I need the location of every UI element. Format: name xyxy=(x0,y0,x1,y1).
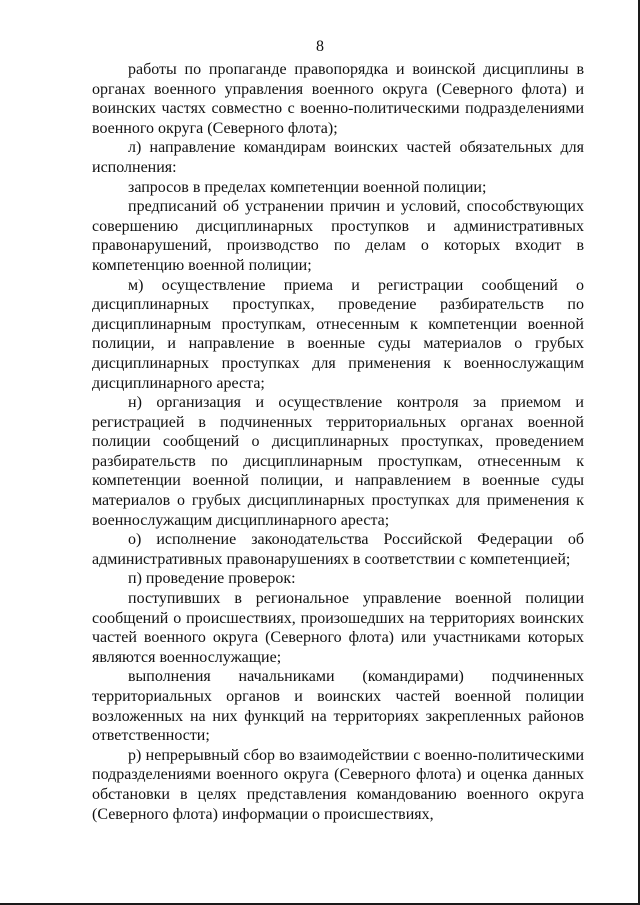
paragraph-incoming-reports: поступивших в региональное управление военной полиции сообщений о происшествиях, произошедших на территориях воинских частей военного округа (Северного флота) или участниками которых являются военнослужащие; xyxy=(92,590,584,666)
paragraph-orders: предписаний об устранении причин и условий, способствующих совершению дисциплинарных проступков и административных правонарушений, производство по делам о которых входит в компетенцию военной полиции; xyxy=(92,198,584,274)
page-number: 8 xyxy=(316,38,324,55)
paragraph-item-m: м) осуществление приема и регистрации сообщений о дисциплинарных проступках, проведение разбирательств по дисциплинарным проступкам, отнесенным к компетенции военной полиции, и направление в военные суды материалов о грубых дисциплинарных проступках для применения к военнослужащим дисциплинарного ареста; xyxy=(92,276,584,392)
paragraph-item-p: п) проведение проверок: xyxy=(128,570,296,588)
document-body xyxy=(92,60,584,824)
paragraph-item-l: л) направление командирам воинских частей обязательных для исполнения: xyxy=(92,139,584,176)
paragraph-continuation: работы по пропаганде правопорядка и воинской дисциплины в органах военного управления военного округа (Северного флота) и воинских частях совместно с военно-политическими подразделениями военного округа (Северного флота); xyxy=(92,61,584,137)
paragraph-requests: запросов в пределах компетенции военной полиции; xyxy=(128,178,487,196)
paragraph-item-r: р) непрерывный сбор во взаимодействии с военно-политическими подразделениями военного округа (Северного флота) и оценка данных обстановки в целях представления командованию военного округа (Северного флота) информации о происшествиях, xyxy=(92,746,584,823)
paragraph-item-n: н) организация и осуществление контроля за приемом и регистрацией в подчиненных территориальных органах военной полиции сообщений о дисциплинарных проступках, проведением разбирательств по дисциплинарным проступкам, отнесенным к компетенции военной полиции, и направлением в военные суды материалов о грубых дисциплинарных проступках для применения к военнослужащим дисциплинарного ареста; xyxy=(92,394,584,529)
paragraph-execution: выполнения начальниками (командирами) подчиненных территориальных органов и воинских частей военной полиции возложенных на них функций на территориях закрепленных районов ответственности; xyxy=(92,668,584,745)
paragraph-item-o: о) исполнение законодательства Российской Федерации об административных правонарушениях в соответствии с компетенцией; xyxy=(92,531,584,568)
